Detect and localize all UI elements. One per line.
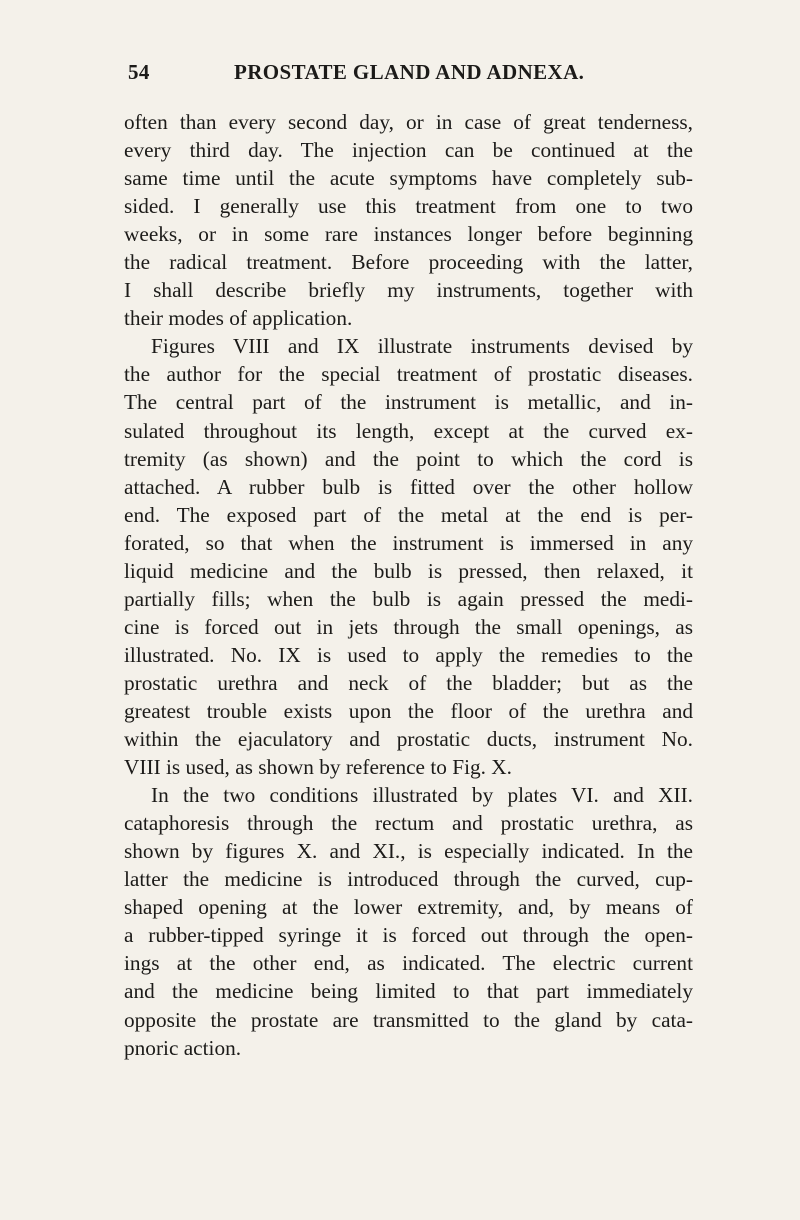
text-line: ings at the other end, as indicated. The electric current (124, 951, 693, 976)
text-line: the author for the special treatment of prostatic diseases. (124, 362, 693, 387)
text-line: illustrated. No. IX is used to apply the remedies to the (124, 642, 693, 667)
text-line: VIII is used, as shown by reference to Fig. X. (124, 755, 512, 780)
text-line: tremity (as shown) and the point to which the cord is (124, 446, 693, 471)
text-line: end. The exposed part of the metal at the end is per- (124, 502, 693, 527)
text-line: latter the medicine is introduced through the curved, cup- (124, 867, 693, 892)
text-line: weeks, or in some rare instances longer before beginning (124, 222, 693, 247)
text-line: sulated throughout its length, except at the curved ex- (124, 418, 693, 443)
text-line: Figures VIII and IX illustrate instruments devised by (151, 334, 693, 359)
text-line: sided. I generally use this treatment from one to two (124, 194, 693, 219)
text-line: shown by figures X. and XI., is especially indicated. In the (124, 839, 693, 864)
text-line: pnoric action. (124, 1035, 242, 1060)
text-line: every third day. The injection can be continued at the (124, 138, 693, 163)
text-line: partially fills; when the bulb is again pressed the medi- (124, 586, 693, 611)
page-header (128, 60, 693, 90)
text-line: their modes of application. (124, 306, 353, 331)
page-number: 54 (128, 60, 150, 84)
text-line: attached. A rubber bulb is fitted over the other hollow (124, 474, 693, 499)
text-line: prostatic urethra and neck of the bladder; but as the (124, 670, 693, 695)
text-line: cine is forced out in jets through the small openings, as (124, 614, 693, 639)
text-line: opposite the prostate are transmitted to the gland by cata- (124, 1007, 693, 1032)
text-line: liquid medicine and the bulb is pressed, then relaxed, it (124, 558, 693, 583)
text-line: the radical treatment. Before proceeding with the latter, (124, 250, 693, 275)
text-line: a rubber-tipped syringe it is forced out through the open- (124, 923, 693, 948)
text-line: forated, so that when the instrument is immersed in any (124, 530, 693, 555)
body-text (124, 108, 693, 1062)
text-line: within the ejaculatory and prostatic ducts, instrument No. (124, 727, 693, 752)
text-line: same time until the acute symptoms have completely sub- (124, 166, 693, 191)
text-line: The central part of the instrument is metallic, and in- (124, 390, 693, 415)
text-line: In the two conditions illustrated by plates VI. and XII. (151, 783, 693, 808)
text-line: I shall describe briefly my instruments, together with (124, 278, 693, 303)
text-line: shaped opening at the lower extremity, and, by means of (124, 895, 693, 920)
text-line: greatest trouble exists upon the floor of the urethra and (124, 698, 693, 723)
text-line: often than every second day, or in case of great tenderness, (124, 110, 693, 134)
text-line: cataphoresis through the rectum and prostatic urethra, as (124, 811, 693, 836)
text-line: and the medicine being limited to that part immediately (124, 979, 693, 1004)
running-title: PROSTATE GLAND AND ADNEXA. (234, 60, 585, 84)
